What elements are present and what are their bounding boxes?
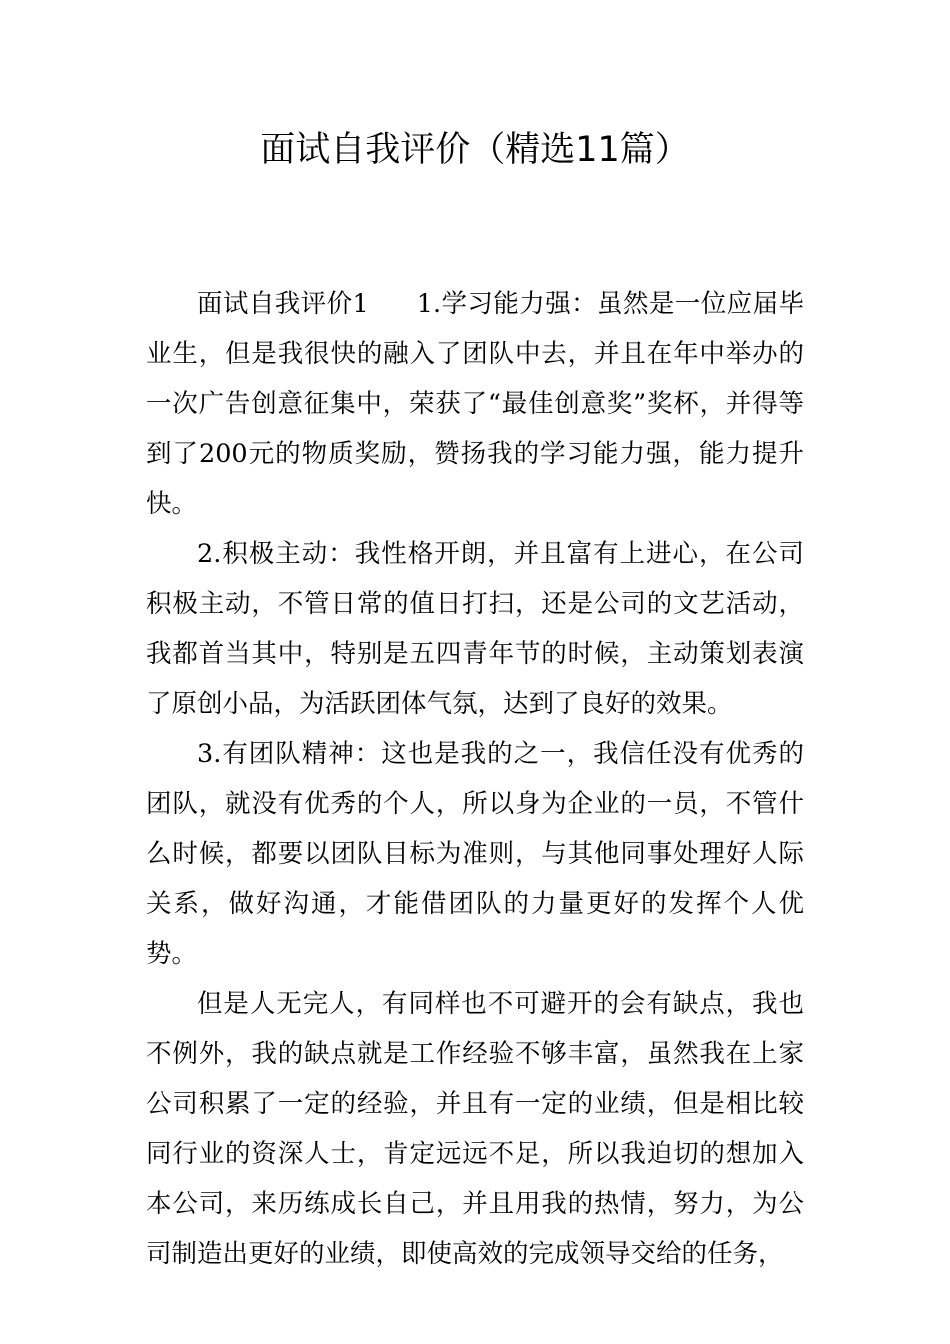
paragraph-text: 1.学习能力强：虽然是一位应届毕业生，但是我很快的融入了团队中去，并且在年中举办的一次广告创意征集中，荣获了“最佳创意奖”奖杯，并得等到了200元的物质奖励，赞扬我的学习能力强，能力提升快。 — [146, 289, 804, 519]
document-body — [146, 279, 804, 1279]
paragraph-text: 3.有团队精神：这也是我的之一，我信任没有优秀的团队，就没有优秀的个人，所以身为企业的一员，不管什么时候，都要以团队目标为准则，与其他同事处理好人际关系，做好沟通，才能借团队的力量更好的发挥个人优势。 — [146, 739, 804, 969]
paragraph-1 — [146, 279, 804, 529]
paragraph-2 — [146, 529, 804, 729]
paragraph-text: 2.积极主动：我性格开朗，并且富有上进心，在公司积极主动，不管日常的值日打扫，还是公司的文艺活动，我都首当其中，特别是五四青年节的时候，主动策划表演了原创小品，为活跃团体气氛，达到了良好的效果。 — [146, 539, 804, 719]
section-heading: 面试自我评价1 — [197, 289, 369, 319]
paragraph-4 — [146, 979, 804, 1279]
paragraph-3 — [146, 729, 804, 979]
document-title: 面试自我评价（精选11篇） — [260, 130, 690, 170]
paragraph-text: 但是人无完人，有同样也不可避开的会有缺点，我也不例外，我的缺点就是工作经验不够丰富，虽然我在上家公司积累了一定的经验，并且有一定的业绩，但是相比较同行业的资深人士，肯定远远不足，所以我迫切的想加入本公司，来历练成长自己，并且用我的热情，努力，为公司制造出更好的业绩，即使高效的完成领导交给的任务， — [146, 989, 804, 1269]
